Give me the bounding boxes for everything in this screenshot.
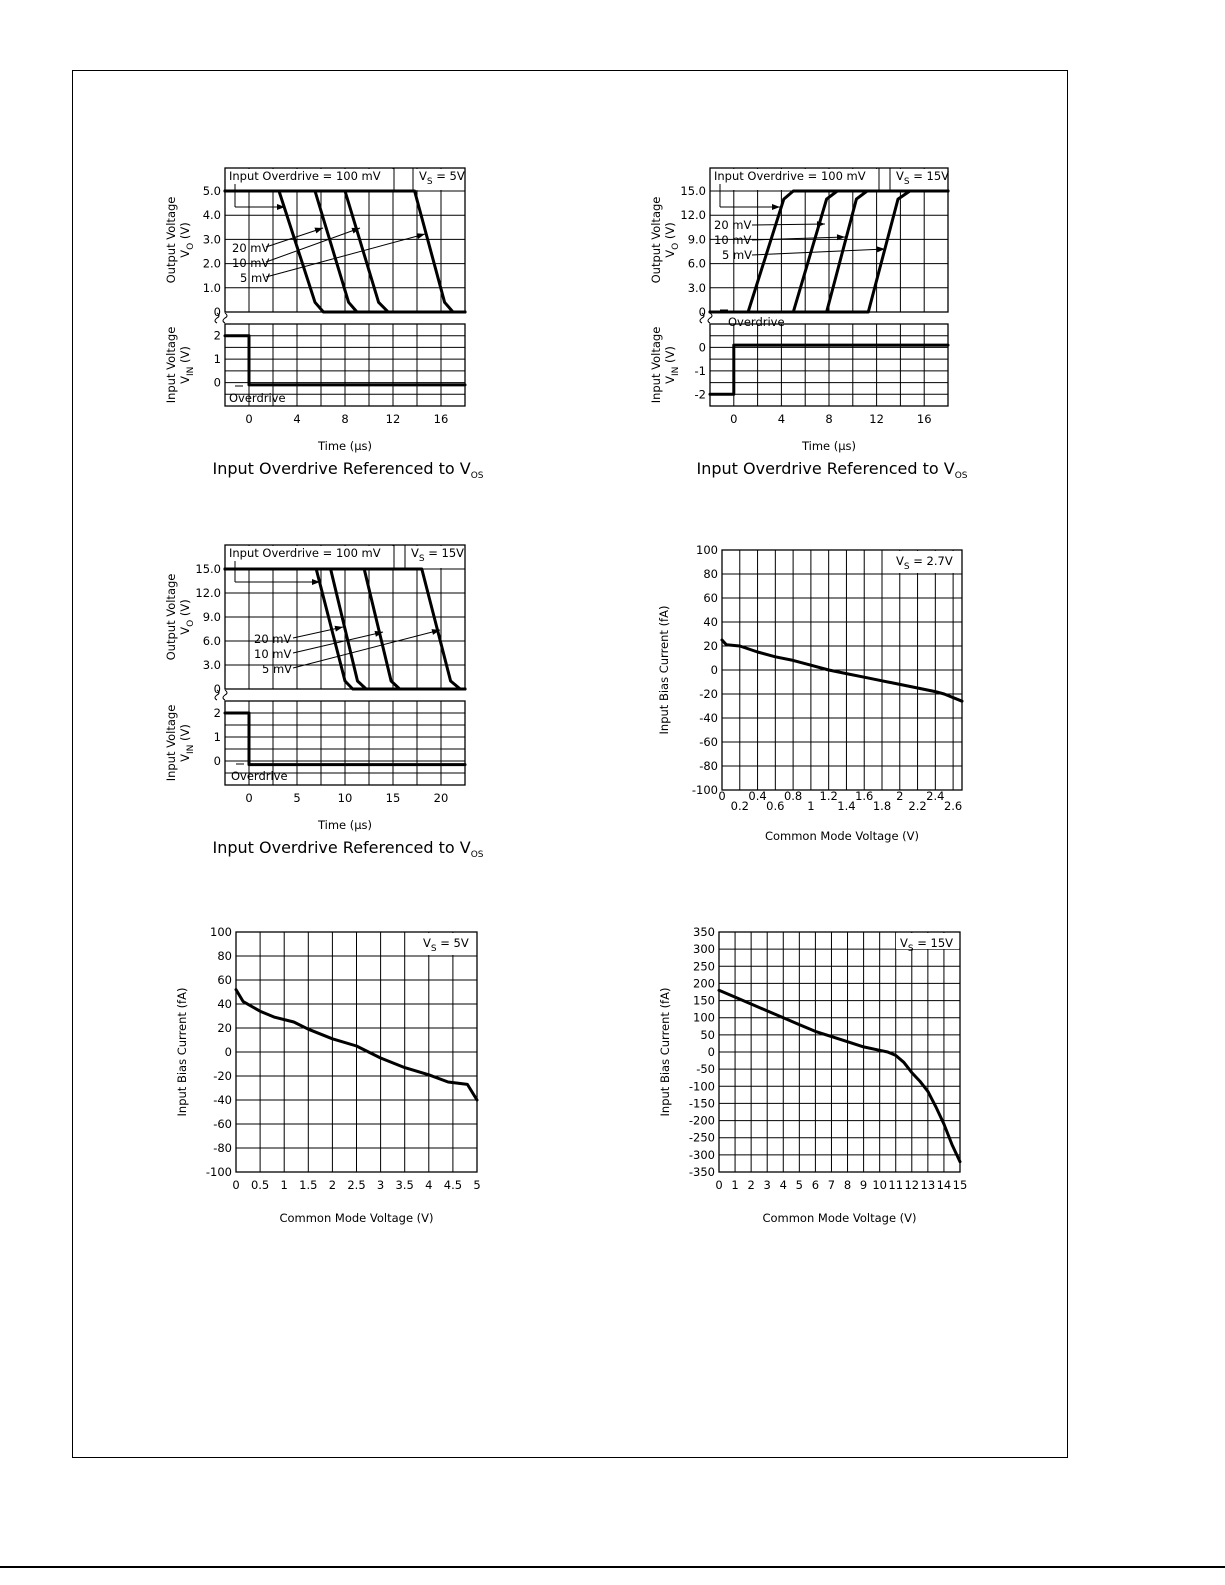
- overdrive-label: Overdrive: [229, 391, 286, 405]
- y-tick-label: -1: [694, 363, 706, 378]
- x-tick-label: 5: [293, 791, 301, 805]
- tick-labels: [164, 184, 448, 453]
- y-axis-label-vin-tail: (V): [178, 346, 192, 367]
- series-label-10mV: 10 mV: [714, 233, 752, 247]
- y-axis-label-vo-sub: O: [671, 242, 681, 250]
- y-axis-label-input: Input Voltage: [164, 326, 178, 404]
- series-label-20mV: 20 mV: [254, 632, 292, 646]
- vs-label-tail: = 5V: [432, 169, 465, 183]
- series-arrow-20mV-head: [314, 228, 323, 234]
- y-axis-label-output: Output Voltage: [649, 196, 663, 284]
- x-tick-label: 15: [952, 1178, 968, 1192]
- x-tick-label: 6: [811, 1178, 820, 1192]
- x-tick-label: 10: [337, 791, 353, 805]
- y-tick-label: -20: [699, 687, 718, 701]
- grid: [719, 932, 960, 1172]
- y-axis-label-vo: [178, 599, 196, 634]
- x-tick-label: 3.5: [395, 1178, 414, 1192]
- y-tick-label: 40: [217, 997, 232, 1011]
- series-label-20mV: 20 mV: [232, 241, 270, 255]
- y-axis-label-vin-tail: (V): [178, 724, 192, 745]
- y-tick-label: 80: [217, 949, 232, 963]
- y-axis-label: Input Bias Current (fA): [175, 987, 189, 1117]
- y-axis-label-vo: [178, 222, 196, 257]
- y-tick-label: 0: [698, 340, 706, 355]
- series-arrow-20mV-head: [335, 626, 343, 632]
- vs-label-main: V: [419, 169, 427, 183]
- y-tick-label: 350: [693, 925, 715, 939]
- y-tick-label: 60: [703, 591, 718, 605]
- x-tick-label: 1.5: [299, 1178, 318, 1192]
- tick-labels: [175, 925, 481, 1225]
- chart-response-5v: [150, 155, 530, 500]
- y-tick-label: -50: [696, 1062, 715, 1077]
- x-tick-label: 0: [718, 789, 726, 803]
- y-tick-label: 15.0: [195, 562, 221, 576]
- x-tick-label: 20: [433, 791, 449, 805]
- y-axis-label-output: Output Voltage: [164, 196, 178, 284]
- y-axis-label-vin-main: V: [178, 754, 192, 762]
- vs-label-main: V: [423, 936, 431, 950]
- x-tick-label: 2.4: [926, 789, 945, 803]
- y-tick-label: -60: [213, 1117, 232, 1131]
- y-axis-label-vo-tail: (V): [663, 222, 677, 243]
- chart-caption-sub: OS: [954, 471, 968, 481]
- x-tick-label: 1: [280, 1178, 288, 1192]
- y-axis-label-vo-sub: O: [186, 619, 196, 627]
- y-tick-label: 2: [213, 328, 221, 343]
- chart-response-15v-rising: [635, 155, 1015, 500]
- y-axis-label: Input Bias Current (fA): [657, 605, 671, 735]
- vs-label-sub: S: [907, 944, 914, 954]
- y-tick-label: 0: [213, 682, 221, 696]
- input-overdrive-label: Input Overdrive = 100 mV: [714, 169, 866, 183]
- y-tick-label: 0: [213, 754, 221, 768]
- x-tick-label: 14: [936, 1178, 952, 1192]
- vs-label-sub: S: [426, 177, 433, 187]
- y-tick-label: -60: [699, 735, 718, 749]
- x-tick-label: 8: [825, 412, 833, 426]
- y-tick-label: 3.0: [202, 232, 221, 247]
- y-tick-label: -80: [699, 759, 718, 773]
- x-tick-label: 5: [473, 1178, 481, 1192]
- y-axis-label-vin: [178, 346, 196, 384]
- x-tick-label: 13: [920, 1178, 936, 1192]
- chart-caption: [697, 459, 968, 481]
- y-tick-label: 50: [700, 1027, 715, 1042]
- vs-label-tail: = 5V: [436, 936, 469, 950]
- chart-caption-main: Input Overdrive Referenced to V: [212, 838, 471, 857]
- y-tick-label: 100: [696, 543, 718, 557]
- x-tick-label: 1: [807, 799, 815, 813]
- upper-grid: [225, 545, 465, 689]
- series-label-10mV: 10 mV: [254, 647, 292, 661]
- x-tick-label: 0: [730, 412, 738, 426]
- x-tick-label: 0.5: [250, 1178, 270, 1192]
- series-arrow-5mV: [752, 249, 885, 255]
- lower-grid: [710, 324, 948, 406]
- y-tick-label: 15.0: [680, 184, 706, 198]
- x-tick-label: 2.2: [908, 799, 927, 813]
- x-tick-label: 2: [747, 1178, 755, 1192]
- y-tick-label: -350: [688, 1165, 715, 1179]
- annotations: [213, 169, 484, 481]
- y-tick-label: 0: [698, 305, 706, 319]
- x-axis-label: Time (μs): [317, 818, 373, 832]
- y-axis-label-vin-sub: IN: [186, 366, 196, 377]
- chart-caption-main: Input Overdrive Referenced to V: [696, 459, 955, 478]
- x-tick-label: 3: [376, 1178, 385, 1192]
- x-axis-label: Common Mode Voltage (V): [762, 1211, 917, 1225]
- y-axis-label-vo-main: V: [178, 249, 192, 258]
- y-axis-label-vo-sub: O: [186, 242, 196, 250]
- x-tick-label: 1.6: [855, 789, 874, 803]
- x-tick-label: 7: [827, 1178, 836, 1192]
- y-axis-label-vo-tail: (V): [178, 222, 192, 243]
- series-arrow-5mV-head: [416, 233, 425, 239]
- x-tick-label: 12: [385, 412, 401, 426]
- x-tick-label: 3: [763, 1178, 771, 1192]
- grid: [722, 550, 962, 790]
- y-axis-label-vo-main: V: [178, 626, 192, 635]
- vs-label-tail: = 15V: [913, 936, 954, 950]
- chart-bias-current-2v7: [640, 535, 990, 855]
- chart-bias-current-15v: [640, 915, 985, 1235]
- x-tick-label: 9: [859, 1178, 868, 1192]
- y-tick-label: 300: [693, 942, 715, 957]
- x-tick-label: 4: [425, 1178, 433, 1192]
- series-label-20mV: 20 mV: [714, 218, 752, 232]
- overdrive-label: Overdrive: [231, 769, 288, 783]
- y-axis-label-vin-main: V: [663, 376, 677, 384]
- x-tick-label: 16: [916, 412, 932, 426]
- y-axis-label-vin-main: V: [178, 376, 192, 384]
- x-tick-label: 4.5: [443, 1178, 463, 1192]
- x-tick-label: 2.5: [347, 1178, 366, 1192]
- y-tick-label: 60: [217, 973, 232, 987]
- tick-labels: [164, 562, 448, 832]
- y-tick-label: -150: [688, 1096, 715, 1111]
- y-tick-label: 0: [224, 1045, 232, 1059]
- y-tick-label: 80: [703, 567, 718, 581]
- y-tick-label: 1: [213, 352, 221, 367]
- chart-caption-sub: OS: [470, 471, 484, 481]
- y-axis-label-vo: [663, 222, 681, 257]
- vs-label-sub: S: [903, 562, 910, 572]
- x-tick-label: 0: [245, 791, 253, 805]
- y-axis-label-vo-tail: (V): [178, 599, 192, 620]
- vs-label-sub: S: [430, 944, 437, 954]
- y-tick-label: 250: [693, 959, 715, 974]
- series-label-5mV: 5 mV: [240, 271, 271, 285]
- x-tick-label: 8: [341, 412, 349, 426]
- x-tick-label: 1: [731, 1178, 739, 1192]
- x-tick-label: 1.8: [872, 799, 892, 813]
- y-tick-label: 6.0: [202, 634, 221, 648]
- vs-label-tail: = 15V: [909, 169, 950, 183]
- y-axis-label: Input Bias Current (fA): [658, 987, 672, 1117]
- footer-rule: [0, 1566, 1225, 1568]
- chart-caption-main: Input Overdrive Referenced to V: [212, 459, 471, 478]
- vs-label-sub: S: [418, 554, 425, 564]
- series-label-5mV: 5 mV: [262, 662, 293, 676]
- grid: [236, 932, 477, 1172]
- y-tick-label: 20: [703, 639, 718, 653]
- y-tick-label: 0: [710, 663, 718, 677]
- x-axis-label: Time (μs): [317, 439, 373, 453]
- y-tick-label: -100: [688, 1079, 715, 1094]
- vs-label-tail: = 2.7V: [909, 554, 953, 568]
- chart-caption: [213, 459, 484, 481]
- x-tick-label: 0: [245, 412, 253, 426]
- series-group: [719, 990, 960, 1161]
- y-axis-label-vo-main: V: [663, 249, 677, 258]
- y-tick-label: 3.0: [687, 280, 706, 295]
- y-axis-label-vin-tail: (V): [663, 346, 677, 367]
- x-tick-label: 0.6: [766, 799, 785, 813]
- y-tick-label: 2: [213, 706, 221, 720]
- y-tick-label: 200: [693, 976, 715, 991]
- bias-current-trace: [719, 990, 960, 1161]
- y-axis-label-output: Output Voltage: [164, 573, 178, 661]
- x-tick-label: 1.4: [837, 799, 856, 813]
- series-label-10mV: 10 mV: [232, 256, 270, 270]
- x-tick-label: 0: [232, 1178, 240, 1192]
- overdrive-label: Overdrive: [728, 315, 785, 329]
- y-tick-label: 100: [693, 1010, 715, 1025]
- series-arrow-10mV: [266, 228, 360, 262]
- x-tick-label: 5: [795, 1178, 803, 1192]
- vs-label-sub: S: [903, 177, 910, 187]
- y-tick-label: 4.0: [202, 208, 221, 223]
- y-tick-label: 1.0: [202, 280, 221, 295]
- x-tick-label: 16: [433, 412, 449, 426]
- y-tick-label: 100: [210, 925, 232, 939]
- x-tick-label: 1.2: [819, 789, 838, 803]
- chart-caption-sub: OS: [470, 850, 484, 860]
- x-tick-label: 8: [843, 1178, 852, 1192]
- y-tick-label: -2: [694, 387, 706, 402]
- y-tick-label: 9.0: [202, 610, 221, 624]
- x-tick-label: 2: [896, 789, 904, 803]
- y-tick-label: 3.0: [202, 658, 221, 672]
- chart-caption: [213, 838, 484, 860]
- x-tick-label: 0.4: [748, 789, 767, 803]
- y-tick-label: 9.0: [687, 232, 706, 247]
- y-tick-label: 150: [693, 993, 715, 1008]
- y-tick-label: -40: [213, 1093, 232, 1107]
- y-tick-label: 0: [213, 375, 221, 390]
- x-tick-label: 11: [888, 1178, 904, 1192]
- x-tick-label: 4: [777, 412, 786, 426]
- x-axis-label: Common Mode Voltage (V): [764, 829, 920, 843]
- y-tick-label: -250: [688, 1130, 715, 1145]
- x-tick-label: 12: [869, 412, 884, 426]
- y-tick-label: 12.0: [680, 208, 706, 223]
- y-tick-label: 0: [707, 1045, 715, 1059]
- vs-label-main: V: [896, 554, 904, 568]
- y-axis-label-input: Input Voltage: [649, 326, 663, 404]
- y-tick-label: 2.0: [202, 256, 221, 271]
- x-tick-label: 15: [385, 791, 401, 805]
- x-axis-label: Time (μs): [801, 439, 857, 453]
- y-tick-label: -80: [213, 1141, 232, 1155]
- chart-response-15v-falling: [150, 535, 530, 880]
- vs-label-main: V: [896, 169, 904, 183]
- input-overdrive-label: Input Overdrive = 100 mV: [229, 169, 381, 183]
- y-axis-label-vin: [178, 724, 196, 762]
- pointer-100mv-arrow-head: [772, 204, 780, 210]
- y-axis-label-vin-sub: IN: [671, 366, 681, 377]
- x-tick-label: 2.6: [943, 799, 963, 813]
- x-tick-label: 0: [715, 1178, 723, 1192]
- chart-bias-current-5v: [160, 915, 500, 1235]
- x-tick-label: 2: [328, 1178, 337, 1192]
- y-tick-label: 5.0: [202, 184, 221, 198]
- y-tick-label: -100: [691, 783, 718, 797]
- vs-label-main: V: [900, 936, 908, 950]
- y-axis-label-input: Input Voltage: [164, 704, 178, 782]
- y-tick-label: -40: [699, 711, 718, 725]
- x-tick-label: 4: [293, 412, 301, 426]
- x-axis-label: Common Mode Voltage (V): [279, 1211, 434, 1225]
- y-tick-label: -300: [688, 1147, 715, 1162]
- y-tick-label: 0: [213, 305, 221, 319]
- y-tick-label: -20: [213, 1069, 232, 1083]
- tick-labels: [658, 925, 967, 1225]
- y-tick-label: 6.0: [687, 256, 706, 271]
- y-axis-label-vin: [663, 346, 681, 384]
- y-tick-label: 12.0: [195, 586, 221, 600]
- tick-labels: [657, 543, 962, 843]
- y-tick-label: 20: [217, 1021, 232, 1035]
- series-arrow-20mV: [752, 224, 825, 225]
- y-tick-label: -200: [688, 1113, 715, 1128]
- input-overdrive-label: Input Overdrive = 100 mV: [229, 546, 381, 560]
- vs-label-tail: = 15V: [424, 546, 465, 560]
- y-axis-label-vin-sub: IN: [186, 744, 196, 755]
- vs-label-main: V: [411, 546, 419, 560]
- y-tick-label: 1: [213, 730, 221, 744]
- x-tick-label: 12: [904, 1178, 920, 1192]
- x-tick-label: 10: [872, 1178, 887, 1192]
- x-tick-label: 0.8: [783, 789, 803, 803]
- x-tick-label: 4: [779, 1178, 787, 1192]
- x-tick-label: 0.2: [730, 799, 749, 813]
- series-label-5mV: 5 mV: [722, 248, 753, 262]
- y-tick-label: -100: [205, 1165, 232, 1179]
- y-tick-label: 40: [703, 615, 718, 629]
